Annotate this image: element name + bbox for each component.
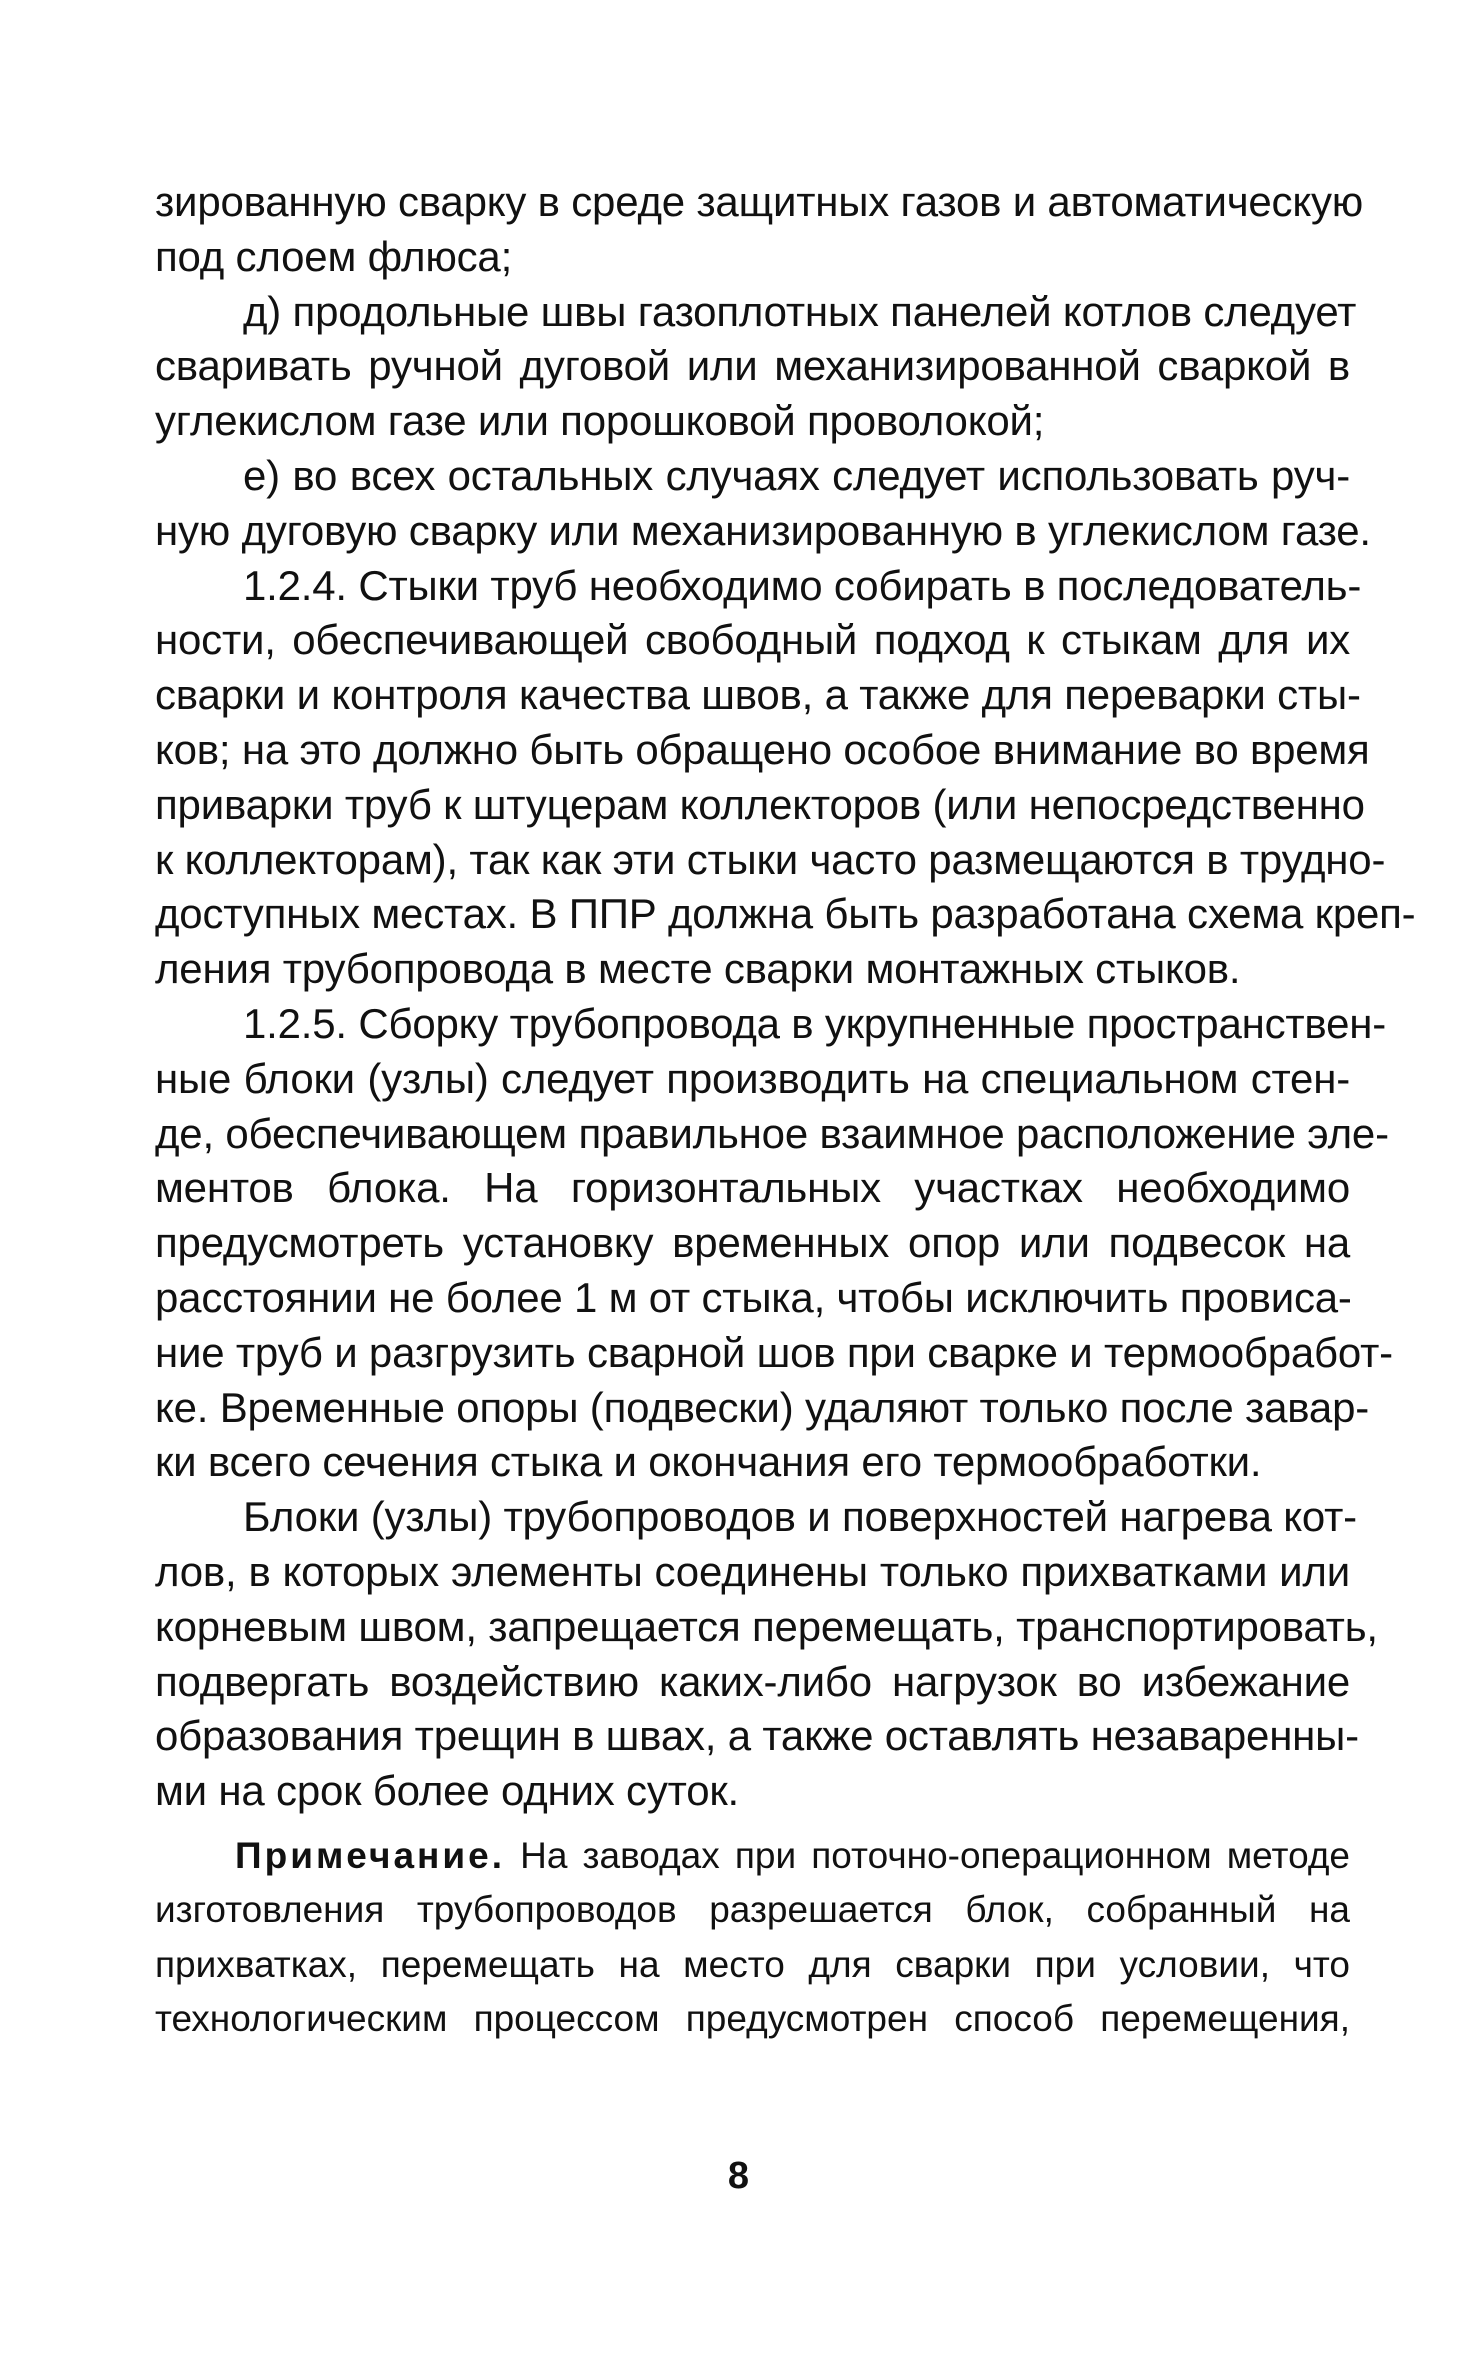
note-lines [155, 1883, 1350, 2047]
text-line: Блоки (узлы) трубопроводов и поверхностей нагрева кот- [243, 1493, 1357, 1541]
text-line: ке. Временные опоры (подвески) удаляют только после завар- [155, 1383, 1370, 1431]
text-line: ности, обеспечивающей свободный подход к стыкам для их [155, 616, 1350, 664]
text-line: ные блоки (узлы) следует производить на специальном стен- [155, 1054, 1350, 1102]
text-line: ние труб и разгрузить сварной шов при сварке и термообработ- [155, 1328, 1393, 1376]
text-line: предусмотреть установку временных опор или подвесок на [155, 1219, 1350, 1267]
text-line: образования трещин в швах, а также оставлять незаваренны- [155, 1712, 1359, 1760]
text-line: 1.2.4. Стыки труб необходимо собирать в последователь- [243, 561, 1362, 609]
text-line: приварки труб к штуцерам коллекторов (или непосредственно [155, 780, 1365, 828]
page-body [155, 175, 1416, 2047]
text-line: расстоянии не более 1 м от стыка, чтобы исключить провиса- [155, 1273, 1352, 1321]
note-first-line [155, 1829, 1350, 1884]
text-line: е) во всех остальных случаях следует использовать руч- [243, 451, 1350, 499]
text-line: ков; на это должно быть обращено особое внимание во время [155, 725, 1370, 773]
page-number: 8 [727, 2155, 750, 2197]
text-line: ления трубопровода в месте сварки монтажных стыков. [155, 945, 1241, 993]
text-line: сваривать ручной дуговой или механизированной сваркой в [155, 342, 1350, 390]
text-line: ную дуговую сварку или механизированную в углекислом газе. [155, 506, 1371, 554]
text-line: углекислом газе или порошковой проволокой; [155, 397, 1045, 445]
text-line: доступных местах. В ППР должна быть разработана схема креп- [155, 890, 1416, 938]
text-line: ки всего сечения стыка и окончания его термообработки. [155, 1438, 1262, 1486]
text-line: корневым швом, запрещается перемещать, транспортировать, [155, 1602, 1378, 1650]
text-line: д) продольные швы газоплотных панелей котлов следует [243, 287, 1357, 335]
text-line: зированную сварку в среде защитных газов и автоматическую [155, 178, 1364, 225]
note-label: Примечание. [235, 1834, 505, 1876]
note-line: изготовления трубопроводов разрешается блок, собранный на [155, 1889, 1350, 1931]
text-line: к коллекторам), так как эти стыки часто размещаются в трудно- [155, 835, 1386, 883]
text-line: ментов блока. На горизонтальных участках необходимо [155, 1164, 1350, 1212]
text-line: ми на срок более одних суток. [155, 1767, 740, 1815]
text-line: под слоем флюса; [155, 232, 513, 280]
text-line: подвергать воздействию каких-либо нагрузок во избежание [155, 1657, 1350, 1705]
text-line: де, обеспечивающем правильное взаимное расположение эле- [155, 1109, 1389, 1157]
text-line: сварки и контроля качества швов, а также для переварки сты- [155, 671, 1361, 719]
note-first-line-text: На заводах при поточно-операционном методе [504, 1834, 1350, 1876]
note-line: прихватках, перемещать на место для сварки при условии, что [155, 1943, 1350, 1985]
text-line: 1.2.5. Сборку трубопровода в укрупненные пространствен- [243, 999, 1387, 1047]
note-line: технологическим процессом предусмотрен способ перемещения, [155, 1998, 1350, 2040]
body-text [155, 175, 1416, 1819]
text-line: лов, в которых элементы соединены только прихватками или [155, 1547, 1350, 1595]
note-block [155, 1829, 1350, 2047]
